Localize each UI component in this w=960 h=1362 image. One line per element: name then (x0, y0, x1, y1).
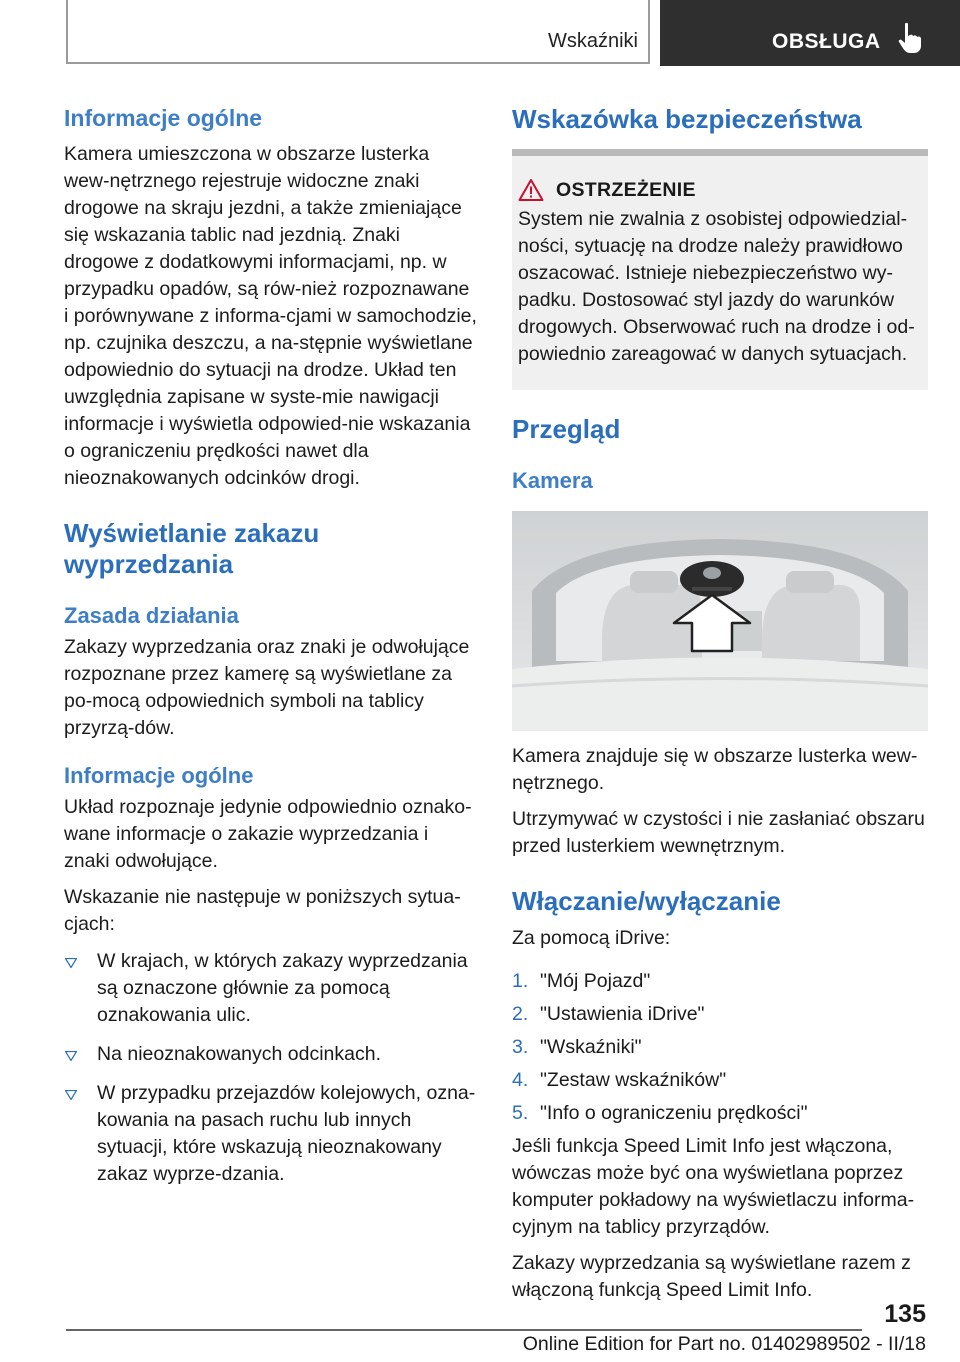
warning-title: OSTRZEŻENIE (556, 178, 696, 201)
warning-box (512, 149, 928, 390)
paragraph-keep-clean: Utrzymywać w czystości i nie zasłaniać obszaru przed lusterkiem wewnętrznym. (512, 808, 925, 857)
step-number: 5. (512, 1102, 529, 1124)
header-section-title: Wskaźniki (547, 30, 638, 52)
paragraph-no-display: Wskazanie nie następuje w poniższych sytua-cjach: (64, 886, 461, 935)
footer-edition: Online Edition for Part no. 01402989502 - II/18 (522, 1333, 926, 1355)
triangle-bullet-icon (65, 1090, 77, 1100)
heading-overview: Przegląd (512, 414, 621, 444)
heading-overtaking-display-line2: wyprzedzania (64, 549, 234, 579)
page-number: 135 (884, 1300, 926, 1328)
step-item (512, 1100, 928, 1127)
step-item (512, 1001, 928, 1028)
list-item-text: W przypadku przejazdów kolejowych, ozna-kowania na pasach ruchu lub innych sytuacji, które wskazują nieoznakowany zakaz wyprze-dzania. (97, 1082, 476, 1185)
left-column (64, 100, 478, 1200)
bullet-list (64, 948, 478, 1188)
car-interior-illustration (512, 511, 928, 731)
step-item (512, 1034, 928, 1061)
heading-general-info-2: Informacje ogólne (64, 763, 254, 788)
warning-box-top-bar (512, 149, 928, 156)
steps-list (512, 968, 928, 1127)
step-text: "Ustawienia iDrive" (540, 1003, 705, 1025)
header-rule-bottom (66, 62, 650, 64)
list-item (64, 1080, 478, 1188)
heading-general-info: Informacje ogólne (64, 105, 263, 131)
step-number: 1. (512, 970, 529, 992)
list-item-text: W krajach, w których zakazy wyprzedzania są oznaczone głównie za pomocą oznakowania ulic. (97, 950, 468, 1026)
list-item (64, 1041, 478, 1068)
paragraph-camera-location: Kamera znajduje się w obszarze lusterka wew-nętrznego. (512, 745, 918, 794)
triangle-bullet-icon (65, 958, 77, 968)
step-number: 2. (512, 1003, 529, 1025)
footer-rule (66, 1329, 862, 1331)
paragraph-principle: Zakazy wyprzedzania oraz znaki je odwołujące rozpoznane przez kamerę są wyświetlane za po-mocą odpowiednich symboli na tablicy przyrzą-dów. (64, 636, 470, 739)
step-item (512, 1067, 928, 1094)
paragraph-overtaking-displayed: Zakazy wyprzedzania są wyświetlane razem z włączoną funkcją Speed Limit Info. (512, 1252, 911, 1301)
heading-overtaking-display-line1: Wyświetlanie zakazu (64, 518, 320, 548)
list-item-text: Na nieoznakowanych odcinkach. (97, 1043, 382, 1065)
header-rule-divider (648, 0, 650, 64)
camera-location-image (512, 511, 928, 731)
heading-camera: Kamera (512, 468, 593, 493)
heading-principle: Zasada działania (64, 603, 239, 628)
triangle-bullet-icon (65, 1051, 77, 1061)
paragraph-recognition: Układ rozpoznaje jedynie odpowiednio oznako-wane informacje o zakazie wyprzedzania i znaki odwołujące. (64, 796, 472, 872)
right-column (512, 100, 928, 1304)
warning-text: System nie zwalnia z osobistej odpowiedzial-ności, sytuację na drodze należy prawidłowo oszacować. Istnieje niebezpieczeństwo wy-padku. Dostosować styl jazdy do warunków drogowych. Obserwować ruch na drodze i od-powiednio zareagować w danych sytuacjach. (518, 208, 915, 365)
step-number: 3. (512, 1036, 529, 1058)
paragraph-speed-limit-info: Jeśli funkcja Speed Limit Info jest włączona, wówczas może być ona wyświetlana poprzez komputer pokładowy na wyświetlaczu informa-cyjnym na tablicy przyrządów. (512, 1135, 915, 1238)
step-item (512, 968, 928, 995)
step-text: "Zestaw wskaźników" (540, 1069, 727, 1091)
step-number: 4. (512, 1069, 529, 1091)
paragraph-idrive: Za pomocą iDrive: (512, 927, 671, 949)
header-rule-left (66, 0, 68, 64)
heading-on-off: Włączanie/wyłączanie (512, 886, 781, 916)
step-text: "Mój Pojazd" (540, 970, 651, 992)
warning-title-row (512, 156, 928, 202)
list-item (64, 948, 478, 1029)
warning-triangle-icon (518, 178, 544, 202)
heading-safety-note: Wskazówka bezpieczeństwa (512, 104, 862, 134)
pointing-hand-icon (896, 22, 926, 54)
header-chapter-title: OBSŁUGA (772, 30, 881, 53)
header-chapter-tab (660, 0, 960, 66)
step-text: "Info o ograniczeniu prędkości" (540, 1102, 808, 1124)
step-text: "Wskaźniki" (540, 1036, 642, 1058)
paragraph-camera-description: Kamera umieszczona w obszarze lusterka wew-nętrznego rejestruje widoczne znaki drogowe na skraju jezdni, a także zmieniające się wskazania tablic nad jezdnią. Znaki drogowe z dodatkowymi informacjami, np. w przypadku opadów, są rów-nież rozpoznawane i porównywane z informa-cjami w samochodzie, np. czujnika deszczu, a na-stępnie wyświetlane odpowiednio do sytuacji na drodze. Układ ten uwzględnia zapisane w syste-mie nawigacji informacje i wyświetla odpowied-nie wskazania o ograniczeniu prędkości nawet dla nieoznakowanych odcinków drogi. (64, 143, 477, 489)
